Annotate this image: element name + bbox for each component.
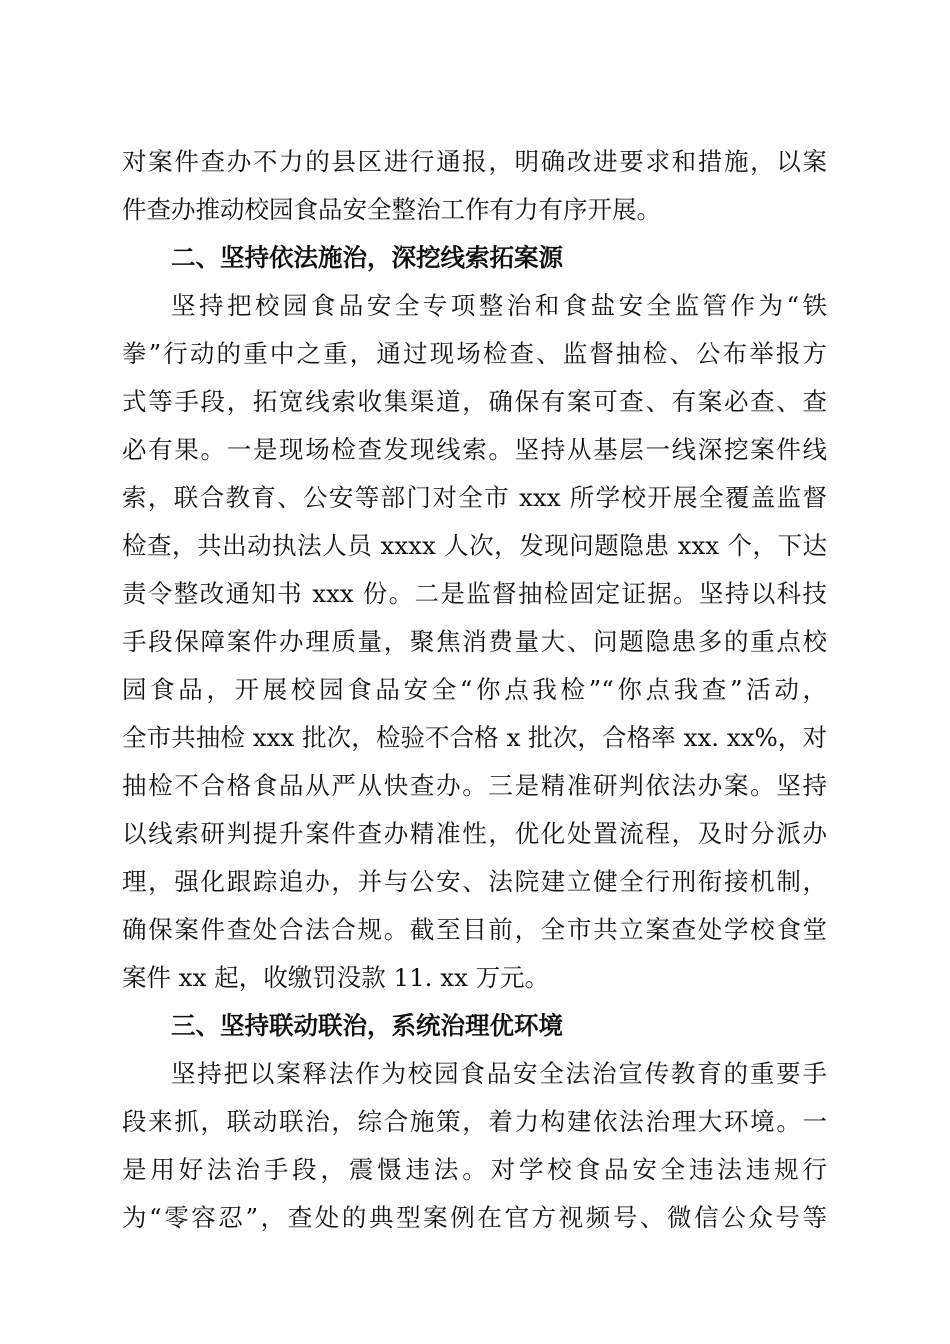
section-heading: 三、坚持联动联治，系统治理优环境 — [171, 1011, 563, 1040]
paragraph-line: 是用好法治手段，震慑违法。对学校食品安全违法违规行 — [122, 1155, 827, 1184]
paragraph-line: 理，强化跟踪追办，并与公安、法院建立健全行刑衔接机制， — [122, 867, 827, 896]
paragraph-line: 拳”行动的重中之重，通过现场检查、监督抽检、公布举报方 — [122, 339, 827, 368]
paragraph-line: 以线索研判提升案件查办精准性，优化处置流程，及时分派办 — [122, 819, 827, 848]
paragraph-line: 抽检不合格食品从严从快查办。三是精准研判依法办案。坚持 — [122, 771, 827, 800]
paragraph-line: 园食品，开展校园食品安全“你点我检”“你点我查”活动， — [122, 675, 827, 704]
paragraph-line: 必有果。一是现场检查发现线索。坚持从基层一线深挖案件线 — [122, 435, 827, 464]
paragraph-line: 检查，共出动执法人员 xxxx 人次，发现问题隐患 xxx 个，下达 — [122, 531, 827, 560]
paragraph-line: 确保案件查处合法合规。截至目前，全市共立案查处学校食堂 — [122, 915, 827, 944]
paragraph-line: 索，联合教育、公安等部门对全市 xxx 所学校开展全覆盖监督 — [122, 483, 827, 512]
paragraph-line: 件查办推动校园食品安全整治工作有力有序开展。 — [122, 195, 661, 224]
paragraph-line: 坚持把以案释法作为校园食品安全法治宣传教育的重要手 — [171, 1059, 827, 1088]
paragraph-line: 全市共抽检 xxx 批次，检验不合格 x 批次，合格率 xx. xx%，对 — [122, 723, 827, 752]
paragraph-line: 对案件查办不力的县区进行通报，明确改进要求和措施，以案 — [122, 147, 827, 176]
paragraph-line: 坚持把校园食品安全专项整治和食盐安全监管作为“铁 — [171, 291, 827, 320]
section-heading: 二、坚持依法施治，深挖线索拓案源 — [171, 243, 563, 272]
paragraph-line: 为“零容忍”，查处的典型案例在官方视频号、微信公众号等 — [122, 1203, 827, 1232]
paragraph-line: 手段保障案件办理质量，聚焦消费量大、问题隐患多的重点校 — [122, 627, 827, 656]
paragraph-line: 责令整改通知书 xxx 份。二是监督抽检固定证据。坚持以科技 — [122, 579, 827, 608]
paragraph-line: 段来抓，联动联治，综合施策，着力构建依法治理大环境。一 — [122, 1107, 827, 1136]
paragraph-line: 案件 xx 起，收缴罚没款 11. xx 万元。 — [122, 963, 550, 992]
paragraph-line: 式等手段，拓宽线索收集渠道，确保有案可查、有案必查、查 — [122, 387, 827, 416]
